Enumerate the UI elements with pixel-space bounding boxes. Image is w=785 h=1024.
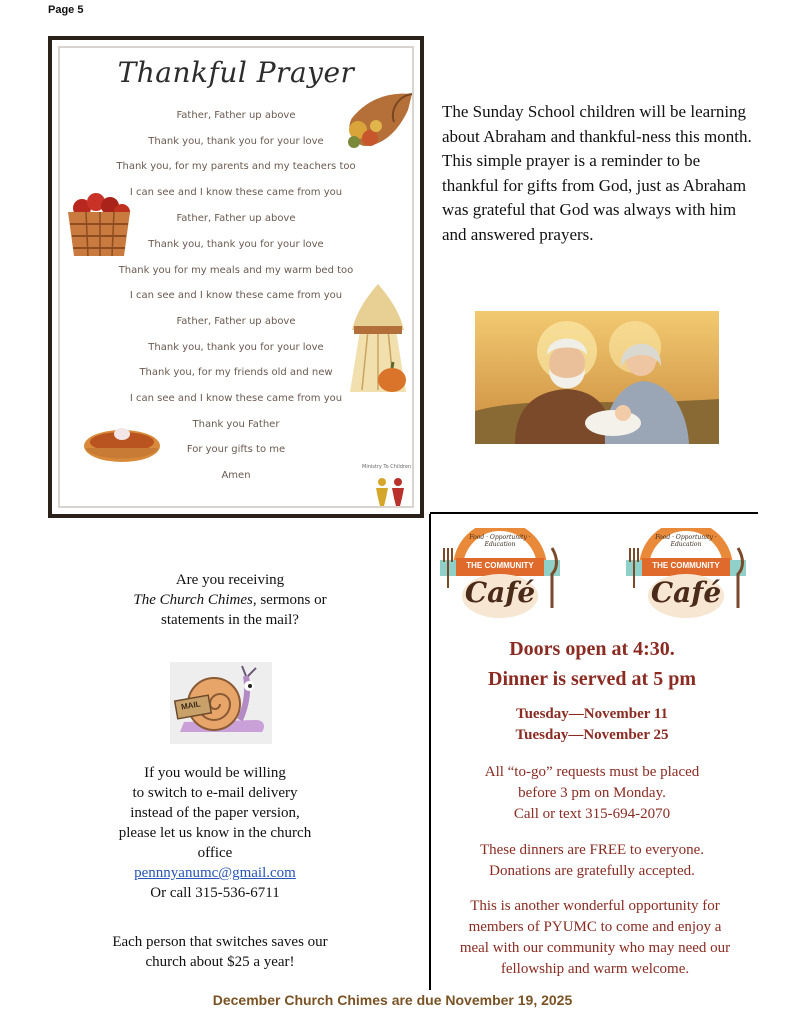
pumpkin-pie-icon: [80, 420, 164, 470]
community-cafe-logo: [626, 528, 746, 620]
cafe-date: Tuesday—November 25: [515, 727, 669, 743]
cafe-banner: THE COMMUNITY: [652, 561, 720, 570]
cafe-name: Café: [650, 576, 722, 609]
mail-tag: MAIL: [180, 699, 202, 712]
cornucopia-icon: [342, 88, 414, 150]
prayer-line: Amen: [221, 470, 251, 481]
savings-line: Each person that switches saves our: [112, 934, 328, 950]
divider-vertical: [429, 514, 431, 990]
free-line: These dinners are FREE to everyone.: [479, 842, 705, 858]
prayer-line: Thank you, thank you for your love: [148, 239, 324, 250]
office-phone: Or call 315-536-6711: [150, 885, 280, 901]
email-switch-request: [85, 763, 345, 903]
cafe-tagline: Food · Opportunity · Education: [655, 534, 717, 548]
switch-line: instead of the paper version,: [130, 805, 300, 821]
savings-note: [70, 932, 370, 972]
mail-question-line: statements in the mail?: [161, 612, 299, 628]
ministry-credit: Ministry To Children: [362, 464, 412, 470]
mail-question-line: [80, 590, 380, 610]
cafe-times: [432, 634, 752, 694]
mail-question: [80, 570, 380, 630]
togo-line: before 3 pm on Monday.: [518, 785, 666, 801]
togo-line: All “to-go” requests must be placed: [484, 764, 700, 780]
prayer-line: Father, Father up above: [176, 213, 296, 224]
cafe-date: Tuesday—November 11: [515, 706, 669, 722]
cafe-name: Café: [464, 576, 536, 609]
sunday-school-intro: The Sunday School children will be learning about Abraham and thankful-ness this month. This simple prayer is a reminder to be thankful for gifts from God, just as Abraham was grateful that God was always with him and answered prayers.: [442, 102, 752, 244]
opportunity-note: [440, 896, 750, 980]
mail-question-rest: , sermons or: [252, 592, 327, 608]
wheat-sheaf-icon: [342, 280, 414, 400]
prayer-line: Thank you, thank you for your love: [148, 342, 324, 353]
dinner-time: Dinner is served at 5 pm: [488, 668, 696, 690]
prayer-line: I can see and I know these came from you: [129, 290, 343, 301]
prayer-line: Thank you, for my friends old and new: [139, 367, 333, 378]
snail-mail-image: [170, 662, 272, 744]
apple-basket-icon: [64, 190, 134, 260]
prayer-line: Thank you, thank you for your love: [148, 136, 324, 147]
prayer-title: Thankful Prayer: [117, 56, 355, 89]
cafe-dates: [432, 704, 752, 746]
free-line: Donations are gratefully accepted.: [489, 863, 695, 879]
opportunity-line: This is another wonderful opportunity for: [470, 898, 720, 914]
ministry-logo-icon: [370, 472, 412, 508]
office-email-link[interactable]: pennnyanumc@gmail.com: [134, 865, 296, 881]
prayer-line: Father, Father up above: [176, 110, 296, 121]
doors-open-time: Doors open at 4:30.: [509, 638, 675, 660]
cafe-tagline: Food · Opportunity · Education: [469, 534, 531, 548]
cafe-banner: THE COMMUNITY: [466, 561, 534, 570]
prayer-line: For your gifts to me: [186, 444, 286, 455]
prayer-line: I can see and I know these came from you: [129, 187, 343, 198]
newsletter-title: The Church Chimes: [133, 592, 253, 608]
prayer-poster: [48, 36, 424, 518]
opportunity-line: meal with our community who may need our: [459, 940, 731, 956]
abraham-sarah-illustration: [475, 311, 719, 444]
divider-horizontal: [430, 512, 758, 514]
opportunity-line: members of PYUMC to come and enjoy a: [468, 919, 722, 935]
opportunity-line: fellowship and warm welcome.: [500, 961, 690, 977]
switch-line: to switch to e-mail delivery: [132, 785, 298, 801]
togo-phone: Call or text 315-694-2070: [513, 806, 671, 822]
free-dinner-note: [432, 840, 752, 882]
switch-line: office: [197, 845, 233, 861]
prayer-line: Father, Father up above: [176, 316, 296, 327]
switch-line: please let us know in the church: [118, 825, 312, 841]
prayer-line: I can see and I know these came from you: [129, 393, 343, 404]
savings-line: church about $25 a year!: [145, 954, 295, 970]
togo-info: [432, 762, 752, 825]
community-cafe-logo: [440, 528, 560, 620]
prayer-line: Thank you Father: [192, 419, 280, 430]
deadline-footer: December Church Chimes are due November 19, 2025: [212, 992, 573, 1008]
prayer-line: Thank you for my meals and my warm bed too: [118, 265, 354, 276]
page-number: Page 5: [48, 4, 84, 16]
switch-line: If you would be willing: [144, 765, 286, 781]
prayer-line: Thank you, for my parents and my teachers too: [116, 161, 356, 172]
mail-question-line: Are you receiving: [175, 572, 285, 588]
